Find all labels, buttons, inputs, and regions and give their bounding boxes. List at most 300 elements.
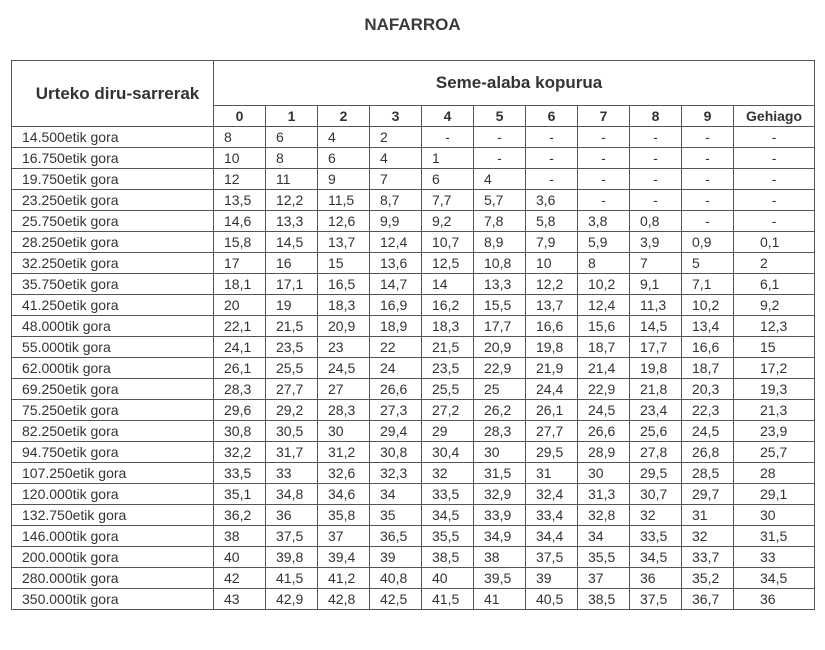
income-bracket-cell: 16.750etik gora: [12, 148, 214, 169]
value-cell: 12,3: [734, 316, 815, 337]
value-cell: 24,1: [214, 337, 266, 358]
page-title: NAFARROA: [364, 15, 461, 34]
value-cell: 38: [474, 547, 526, 568]
value-cell: 25,6: [630, 421, 682, 442]
table-row: [12, 295, 815, 316]
value-cell: 13,7: [318, 232, 370, 253]
value-cell: 31,7: [266, 442, 318, 463]
value-cell: 21,3: [734, 400, 815, 421]
value-cell: 41,5: [422, 589, 474, 610]
value-cell: 19,8: [630, 358, 682, 379]
value-cell: 32,4: [526, 484, 578, 505]
income-bracket-cell: 69.250etik gora: [12, 379, 214, 400]
value-cell: 37: [578, 568, 630, 589]
value-cell: 28: [734, 463, 815, 484]
tax-rate-table: [11, 60, 815, 610]
value-cell: 28,5: [682, 463, 734, 484]
value-cell: 4: [318, 127, 370, 148]
value-cell: 12,6: [318, 211, 370, 232]
value-cell: 21,8: [630, 379, 682, 400]
table-row: [12, 148, 815, 169]
table-row: [12, 484, 815, 505]
value-cell: 17,7: [474, 316, 526, 337]
income-bracket-cell: 350.000tik gora: [12, 589, 214, 610]
value-cell: -: [682, 169, 734, 190]
table-row: [12, 274, 815, 295]
value-cell: 35,8: [318, 505, 370, 526]
value-cell: 36: [630, 568, 682, 589]
value-cell: 11,3: [630, 295, 682, 316]
value-cell: 30,7: [630, 484, 682, 505]
value-cell: 35,5: [422, 526, 474, 547]
value-cell: 18,3: [422, 316, 474, 337]
value-cell: 39,4: [318, 547, 370, 568]
table-row: [12, 379, 815, 400]
value-cell: 33,5: [630, 526, 682, 547]
value-cell: 13,3: [474, 274, 526, 295]
income-bracket-cell: 32.250etik gora: [12, 253, 214, 274]
value-cell: 32: [630, 505, 682, 526]
value-cell: 34,5: [422, 505, 474, 526]
value-cell: 34: [370, 484, 422, 505]
value-cell: 33: [734, 547, 815, 568]
value-cell: 37: [318, 526, 370, 547]
table-row: [12, 358, 815, 379]
value-cell: -: [682, 190, 734, 211]
value-cell: 29: [422, 421, 474, 442]
value-cell: 26,1: [526, 400, 578, 421]
value-cell: 7,8: [474, 211, 526, 232]
value-cell: 28,9: [578, 442, 630, 463]
value-cell: 35,2: [682, 568, 734, 589]
value-cell: 43: [214, 589, 266, 610]
table-row: [12, 421, 815, 442]
value-cell: 27,2: [422, 400, 474, 421]
value-cell: 12,2: [266, 190, 318, 211]
column-header: 4: [422, 106, 474, 127]
value-cell: 23,9: [734, 421, 815, 442]
column-header: 3: [370, 106, 422, 127]
value-cell: 32: [422, 463, 474, 484]
table-row: [12, 316, 815, 337]
value-cell: 32,2: [214, 442, 266, 463]
value-cell: 30: [474, 442, 526, 463]
value-cell: 14,7: [370, 274, 422, 295]
value-cell: 33,7: [682, 547, 734, 568]
column-header: 9: [682, 106, 734, 127]
value-cell: 24,4: [526, 379, 578, 400]
income-bracket-cell: 75.250etik gora: [12, 400, 214, 421]
value-cell: 27,7: [526, 421, 578, 442]
income-bracket-cell: 62.000tik gora: [12, 358, 214, 379]
value-cell: 38,5: [578, 589, 630, 610]
value-cell: 20,9: [318, 316, 370, 337]
value-cell: -: [474, 148, 526, 169]
value-cell: 40: [214, 547, 266, 568]
value-cell: 8: [266, 148, 318, 169]
table-row: [12, 442, 815, 463]
table-row: [12, 526, 815, 547]
value-cell: 27,7: [266, 379, 318, 400]
value-cell: 20,3: [682, 379, 734, 400]
value-cell: 16,6: [526, 316, 578, 337]
value-cell: 10,8: [474, 253, 526, 274]
value-cell: 7,7: [422, 190, 474, 211]
income-bracket-cell: 94.750etik gora: [12, 442, 214, 463]
value-cell: 22,3: [682, 400, 734, 421]
value-cell: 24,5: [578, 400, 630, 421]
value-cell: 3,9: [630, 232, 682, 253]
value-cell: 41,2: [318, 568, 370, 589]
value-cell: 7: [370, 169, 422, 190]
value-cell: 32,3: [370, 463, 422, 484]
value-cell: 31,2: [318, 442, 370, 463]
value-cell: 26,6: [370, 379, 422, 400]
value-cell: 5,9: [578, 232, 630, 253]
value-cell: 13,7: [526, 295, 578, 316]
value-cell: 41,5: [266, 568, 318, 589]
table-body: [12, 127, 815, 610]
value-cell: 21,5: [266, 316, 318, 337]
value-cell: 19,3: [734, 379, 815, 400]
value-cell: 5,7: [474, 190, 526, 211]
value-cell: -: [734, 127, 815, 148]
value-cell: 13,4: [682, 316, 734, 337]
value-cell: 1: [422, 148, 474, 169]
income-bracket-cell: 82.250etik gora: [12, 421, 214, 442]
value-cell: 36: [734, 589, 815, 610]
income-bracket-cell: 48.000tik gora: [12, 316, 214, 337]
children-count-header: Seme-alaba kopurua: [214, 61, 815, 106]
value-cell: 26,2: [474, 400, 526, 421]
value-cell: 7,1: [682, 274, 734, 295]
income-bracket-cell: 280.000tik gora: [12, 568, 214, 589]
value-cell: 9,2: [734, 295, 815, 316]
value-cell: 10: [526, 253, 578, 274]
value-cell: 23,5: [266, 337, 318, 358]
value-cell: 33,9: [474, 505, 526, 526]
value-cell: 11: [266, 169, 318, 190]
value-cell: 20,9: [474, 337, 526, 358]
value-cell: 24: [370, 358, 422, 379]
value-cell: 12,4: [578, 295, 630, 316]
value-cell: 6: [318, 148, 370, 169]
value-cell: 14: [422, 274, 474, 295]
value-cell: 32,6: [318, 463, 370, 484]
value-cell: 38,5: [422, 547, 474, 568]
value-cell: 13,5: [214, 190, 266, 211]
value-cell: 15,5: [474, 295, 526, 316]
table-row: [12, 169, 815, 190]
value-cell: 8: [214, 127, 266, 148]
value-cell: 6: [266, 127, 318, 148]
value-cell: 25,5: [266, 358, 318, 379]
table-row: [12, 400, 815, 421]
value-cell: 28,3: [474, 421, 526, 442]
value-cell: 18,7: [682, 358, 734, 379]
value-cell: 12: [214, 169, 266, 190]
value-cell: 30,5: [266, 421, 318, 442]
value-cell: -: [630, 148, 682, 169]
value-cell: 0,8: [630, 211, 682, 232]
value-cell: 40,8: [370, 568, 422, 589]
value-cell: 12,2: [526, 274, 578, 295]
income-bracket-cell: 35.750etik gora: [12, 274, 214, 295]
value-cell: 34,9: [474, 526, 526, 547]
value-cell: -: [526, 127, 578, 148]
column-header: Gehiago: [734, 106, 815, 127]
value-cell: 9,9: [370, 211, 422, 232]
value-cell: 29,2: [266, 400, 318, 421]
value-cell: 28,3: [318, 400, 370, 421]
value-cell: -: [682, 148, 734, 169]
value-cell: 4: [370, 148, 422, 169]
value-cell: 38: [214, 526, 266, 547]
table-row: [12, 127, 815, 148]
table-row: [12, 190, 815, 211]
value-cell: 10,2: [578, 274, 630, 295]
income-bracket-cell: 132.750etik gora: [12, 505, 214, 526]
value-cell: 40,5: [526, 589, 578, 610]
value-cell: -: [578, 148, 630, 169]
value-cell: -: [682, 127, 734, 148]
value-cell: 29,7: [682, 484, 734, 505]
value-cell: 5: [682, 253, 734, 274]
value-cell: 16,2: [422, 295, 474, 316]
value-cell: 29,5: [630, 463, 682, 484]
value-cell: -: [526, 148, 578, 169]
value-cell: 6,1: [734, 274, 815, 295]
column-header: 2: [318, 106, 370, 127]
income-bracket-cell: 23.250etik gora: [12, 190, 214, 211]
value-cell: 21,4: [578, 358, 630, 379]
value-cell: -: [734, 190, 815, 211]
value-cell: 10: [214, 148, 266, 169]
value-cell: 24,5: [318, 358, 370, 379]
value-cell: 18,7: [578, 337, 630, 358]
value-cell: 22: [370, 337, 422, 358]
income-bracket-cell: 55.000tik gora: [12, 337, 214, 358]
value-cell: 29,5: [526, 442, 578, 463]
table-row: [12, 232, 815, 253]
table-row: [12, 211, 815, 232]
value-cell: 35,1: [214, 484, 266, 505]
value-cell: 36,7: [682, 589, 734, 610]
value-cell: 31,5: [734, 526, 815, 547]
value-cell: 2: [734, 253, 815, 274]
income-bracket-cell: 120.000tik gora: [12, 484, 214, 505]
value-cell: 9,1: [630, 274, 682, 295]
value-cell: 22,1: [214, 316, 266, 337]
value-cell: 15,6: [578, 316, 630, 337]
income-column-header: Urteko diru-sarrerak: [12, 61, 214, 127]
column-header: 5: [474, 106, 526, 127]
value-cell: 33,5: [422, 484, 474, 505]
table-row: [12, 463, 815, 484]
column-header: 8: [630, 106, 682, 127]
value-cell: 42,9: [266, 589, 318, 610]
value-cell: 31: [526, 463, 578, 484]
value-cell: 11,5: [318, 190, 370, 211]
value-cell: 14,5: [630, 316, 682, 337]
value-cell: 4: [474, 169, 526, 190]
value-cell: 18,3: [318, 295, 370, 316]
value-cell: 42: [214, 568, 266, 589]
value-cell: 30: [578, 463, 630, 484]
value-cell: 40: [422, 568, 474, 589]
column-header: 6: [526, 106, 578, 127]
value-cell: 15: [318, 253, 370, 274]
value-cell: 23,5: [422, 358, 474, 379]
value-cell: 10,7: [422, 232, 474, 253]
value-cell: 28,3: [214, 379, 266, 400]
value-cell: -: [474, 127, 526, 148]
value-cell: 27,8: [630, 442, 682, 463]
value-cell: -: [734, 148, 815, 169]
value-cell: 19: [266, 295, 318, 316]
value-cell: 33,5: [214, 463, 266, 484]
value-cell: -: [578, 169, 630, 190]
value-cell: 16,5: [318, 274, 370, 295]
value-cell: 8,7: [370, 190, 422, 211]
value-cell: 22,9: [474, 358, 526, 379]
value-cell: 16,9: [370, 295, 422, 316]
value-cell: 39: [370, 547, 422, 568]
column-header: 0: [214, 106, 266, 127]
table-row: [12, 589, 815, 610]
value-cell: 23,4: [630, 400, 682, 421]
value-cell: -: [526, 169, 578, 190]
value-cell: 34,5: [734, 568, 815, 589]
value-cell: 33: [266, 463, 318, 484]
value-cell: 39,5: [474, 568, 526, 589]
value-cell: 35: [370, 505, 422, 526]
value-cell: 21,9: [526, 358, 578, 379]
table-row: [12, 568, 815, 589]
table-row: [12, 253, 815, 274]
value-cell: 33,4: [526, 505, 578, 526]
value-cell: 26,8: [682, 442, 734, 463]
value-cell: -: [630, 127, 682, 148]
value-cell: 34: [578, 526, 630, 547]
value-cell: 0,9: [682, 232, 734, 253]
income-bracket-cell: 146.000tik gora: [12, 526, 214, 547]
value-cell: 31,5: [474, 463, 526, 484]
income-bracket-cell: 41.250etik gora: [12, 295, 214, 316]
value-cell: 37,5: [630, 589, 682, 610]
value-cell: 31: [682, 505, 734, 526]
value-cell: 13,3: [266, 211, 318, 232]
value-cell: 12,4: [370, 232, 422, 253]
value-cell: 22,9: [578, 379, 630, 400]
value-cell: 3,8: [578, 211, 630, 232]
value-cell: 29,4: [370, 421, 422, 442]
value-cell: 17,2: [734, 358, 815, 379]
value-cell: 41: [474, 589, 526, 610]
value-cell: 18,9: [370, 316, 422, 337]
value-cell: 19,8: [526, 337, 578, 358]
value-cell: 37,5: [526, 547, 578, 568]
value-cell: -: [578, 190, 630, 211]
value-cell: 27,3: [370, 400, 422, 421]
value-cell: 9: [318, 169, 370, 190]
value-cell: 34,5: [630, 547, 682, 568]
value-cell: 42,8: [318, 589, 370, 610]
value-cell: -: [682, 211, 734, 232]
value-cell: 34,4: [526, 526, 578, 547]
table-row: [12, 547, 815, 568]
value-cell: 17,7: [630, 337, 682, 358]
value-cell: 35,5: [578, 547, 630, 568]
value-cell: -: [578, 127, 630, 148]
value-cell: 14,6: [214, 211, 266, 232]
value-cell: 32,8: [578, 505, 630, 526]
value-cell: 36,2: [214, 505, 266, 526]
value-cell: -: [734, 169, 815, 190]
income-bracket-cell: 200.000tik gora: [12, 547, 214, 568]
income-bracket-cell: 25.750etik gora: [12, 211, 214, 232]
value-cell: 25,5: [422, 379, 474, 400]
value-cell: 10,2: [682, 295, 734, 316]
value-cell: 15: [734, 337, 815, 358]
value-cell: 3,6: [526, 190, 578, 211]
value-cell: 2: [370, 127, 422, 148]
value-cell: 18,1: [214, 274, 266, 295]
value-cell: 24,5: [682, 421, 734, 442]
value-cell: -: [630, 190, 682, 211]
value-cell: 31,3: [578, 484, 630, 505]
value-cell: 29,1: [734, 484, 815, 505]
column-header: 1: [266, 106, 318, 127]
value-cell: 36: [266, 505, 318, 526]
value-cell: 9,2: [422, 211, 474, 232]
value-cell: 30,8: [214, 421, 266, 442]
value-cell: 39: [526, 568, 578, 589]
table-row: [12, 337, 815, 358]
income-bracket-cell: 19.750etik gora: [12, 169, 214, 190]
value-cell: -: [630, 169, 682, 190]
value-cell: 39,8: [266, 547, 318, 568]
income-bracket-cell: 107.250etik gora: [12, 463, 214, 484]
value-cell: 13,6: [370, 253, 422, 274]
value-cell: 15,8: [214, 232, 266, 253]
value-cell: 16: [266, 253, 318, 274]
value-cell: 29,6: [214, 400, 266, 421]
value-cell: 25: [474, 379, 526, 400]
value-cell: 36,5: [370, 526, 422, 547]
value-cell: 30: [734, 505, 815, 526]
value-cell: 34,8: [266, 484, 318, 505]
value-cell: -: [422, 127, 474, 148]
value-cell: 6: [422, 169, 474, 190]
value-cell: 26,1: [214, 358, 266, 379]
value-cell: 8: [578, 253, 630, 274]
value-cell: 8,9: [474, 232, 526, 253]
column-header: 7: [578, 106, 630, 127]
value-cell: 37,5: [266, 526, 318, 547]
value-cell: -: [734, 211, 815, 232]
table-row: [12, 505, 815, 526]
value-cell: 27: [318, 379, 370, 400]
value-cell: 17,1: [266, 274, 318, 295]
value-cell: 32,9: [474, 484, 526, 505]
value-cell: 7: [630, 253, 682, 274]
value-cell: 5,8: [526, 211, 578, 232]
income-bracket-cell: 14.500etik gora: [12, 127, 214, 148]
value-cell: 30: [318, 421, 370, 442]
value-cell: 30,8: [370, 442, 422, 463]
value-cell: 0,1: [734, 232, 815, 253]
